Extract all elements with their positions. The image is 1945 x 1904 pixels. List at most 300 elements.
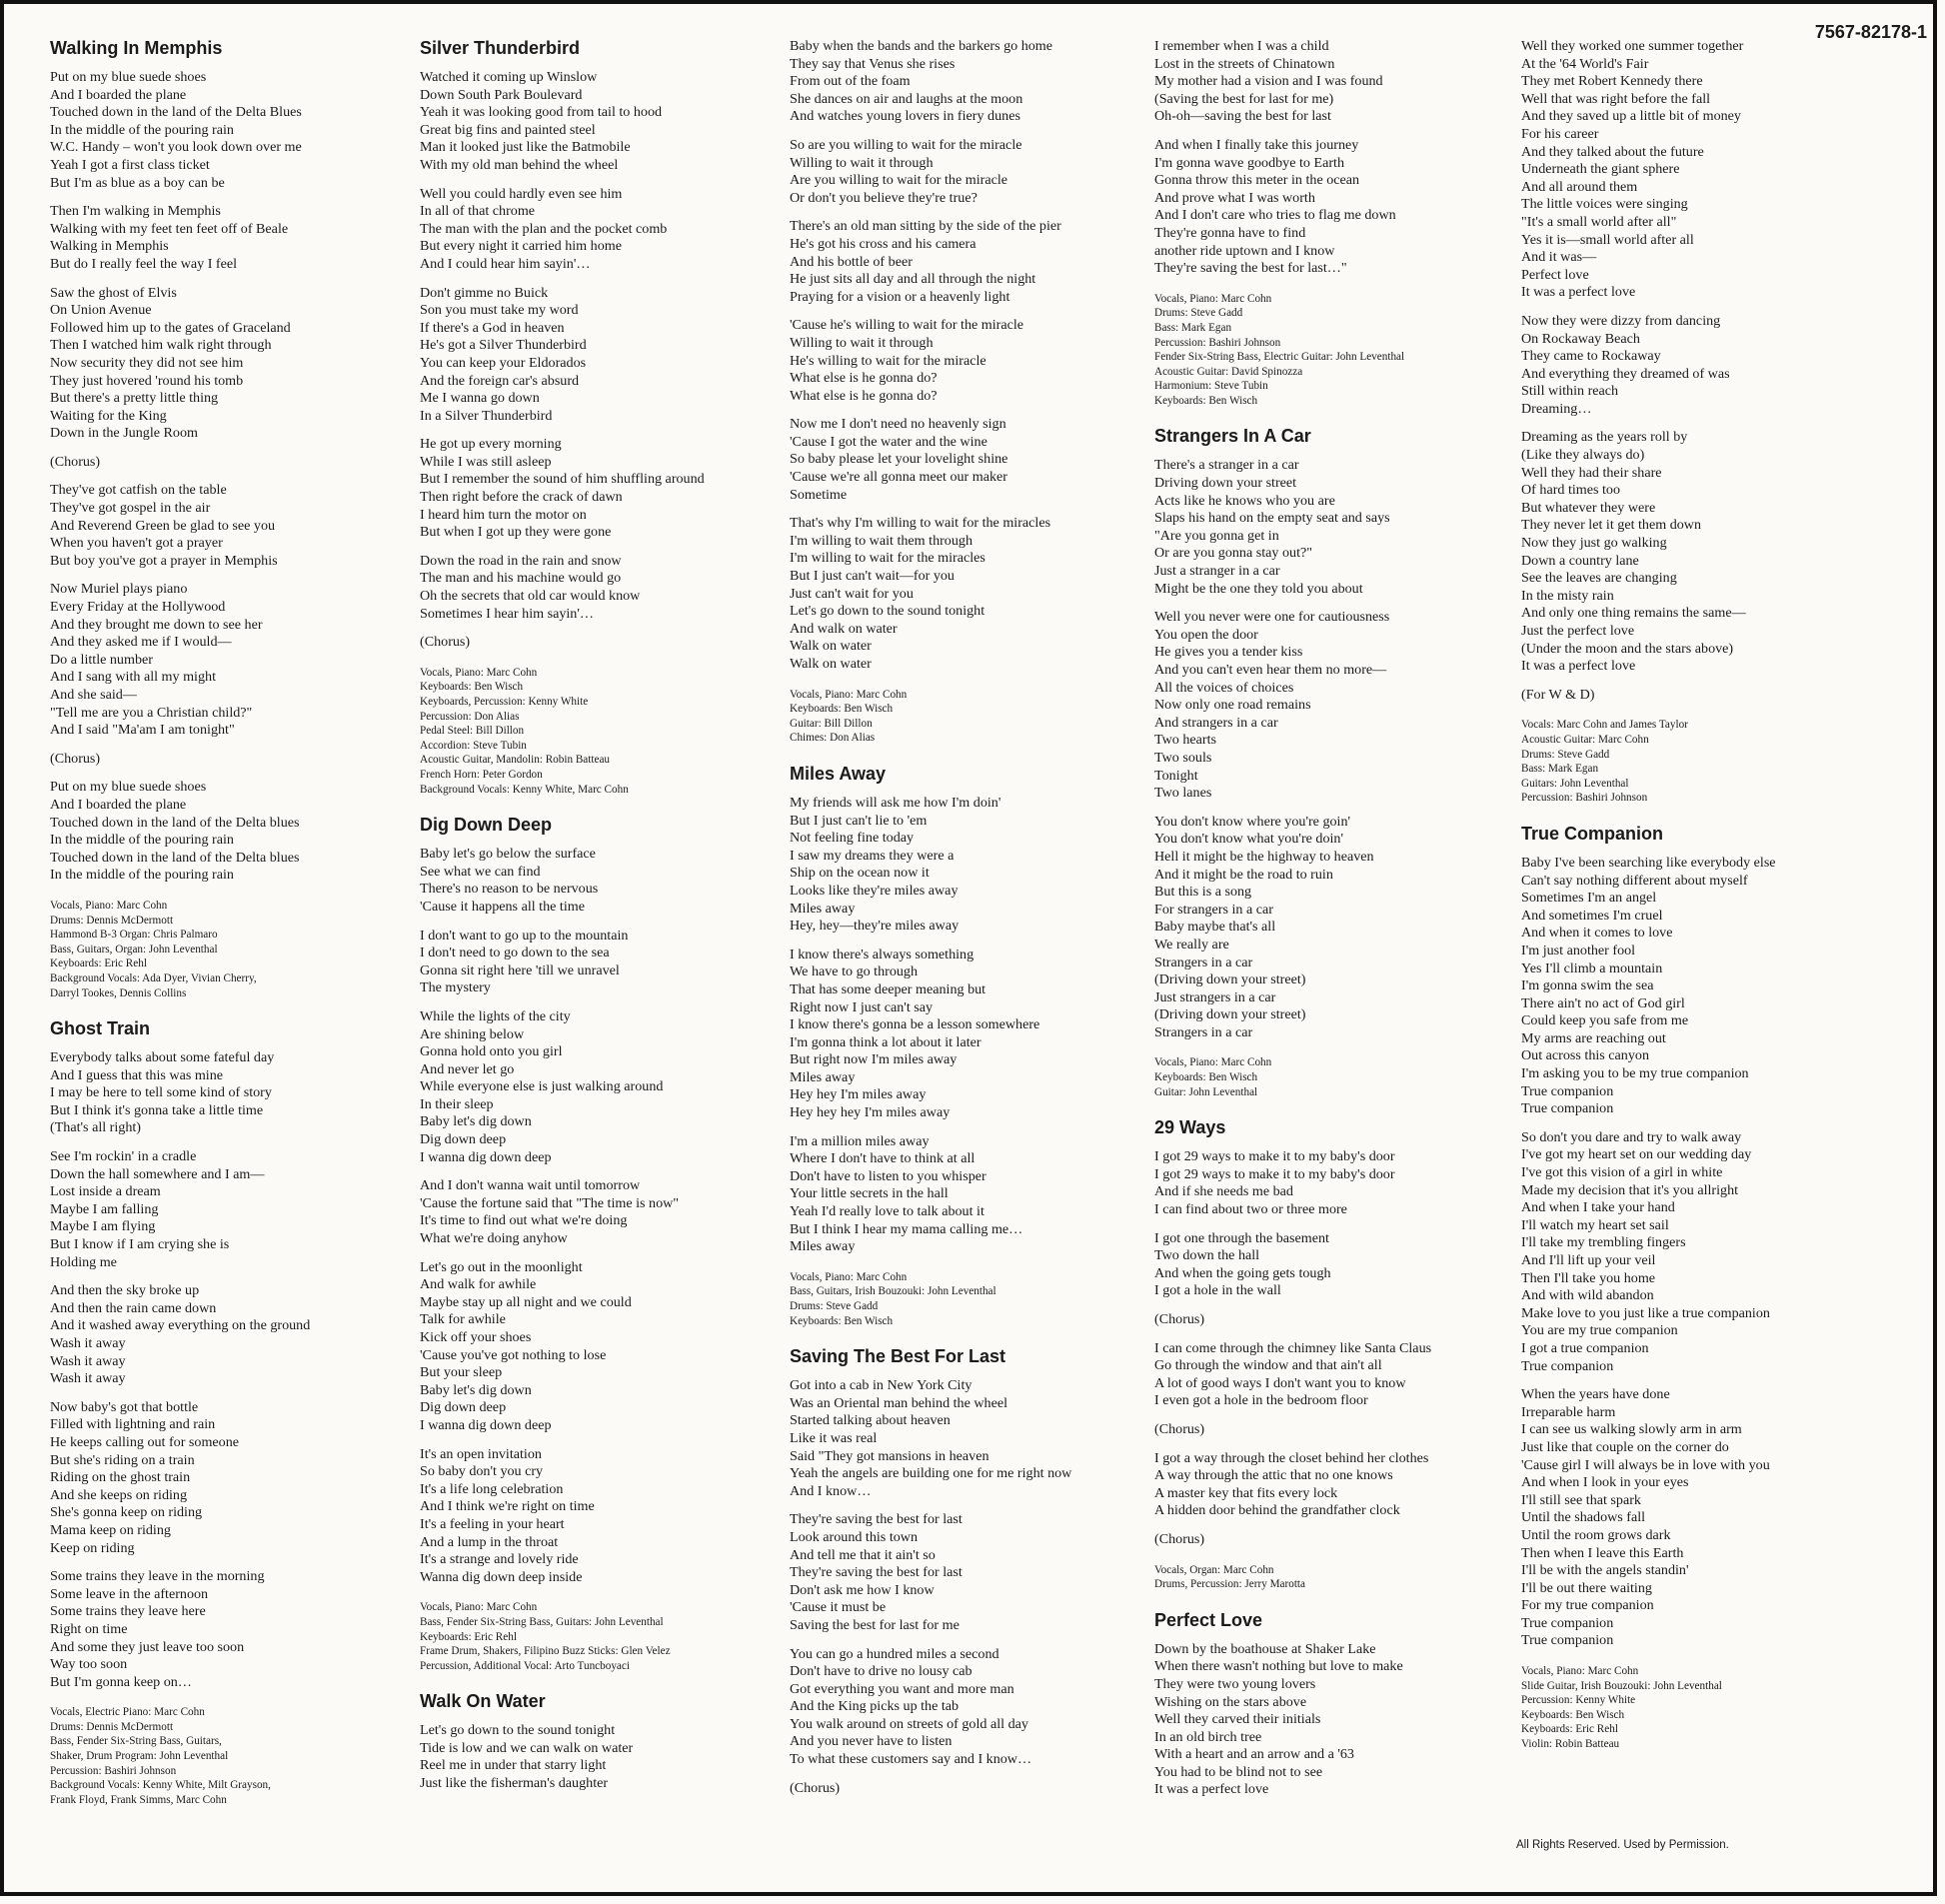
- lyric-stanza: [50, 751, 370, 769]
- lyric-line: And with wild abandon: [1521, 1287, 1654, 1304]
- lyric-line: And if she needs me bad: [1154, 1183, 1293, 1200]
- lyric-line: Touched down in the land of the Delta blues: [50, 814, 300, 831]
- credit-line: Frank Floyd, Frank Simms, Marc Cohn: [50, 1793, 227, 1806]
- lyric-line: (Chorus): [1154, 1530, 1205, 1547]
- lyric-line: Maybe I am falling: [50, 1200, 159, 1217]
- lyric-line: (Saving the best for last for me): [1154, 90, 1334, 107]
- lyric-line: (Chorus): [50, 750, 101, 767]
- lyric-line: And they saved up a little bit of money: [1521, 108, 1741, 125]
- lyric-line: Underneath the giant sphere: [1521, 161, 1680, 178]
- lyric-line: 'Cause the fortune said that "The time is now": [420, 1194, 680, 1211]
- lyric-line: In all of that chrome: [420, 203, 536, 220]
- lyric-line: They say that Venus she rises: [790, 55, 956, 72]
- lyric-line: I wanna dig down deep: [420, 1416, 552, 1433]
- lyric-stanza: [1154, 137, 1494, 278]
- lyric-line: Filled with lightning and rain: [50, 1416, 216, 1433]
- lyric-line: My friends will ask me how I'm doin': [790, 794, 1001, 811]
- lyric-line: From out of the foam: [790, 73, 911, 90]
- lyric-line: True companion: [1521, 1100, 1614, 1117]
- lyric-stanza: [420, 846, 760, 916]
- lyric-stanza: [1154, 1421, 1494, 1439]
- lyric-line: And they talked about the future: [1521, 143, 1704, 160]
- lyric-line: Now they were dizzy from dancing: [1521, 312, 1721, 329]
- lyric-line: Great big fins and painted steel: [420, 121, 596, 138]
- lyric-line: The little voices were singing: [1521, 196, 1688, 213]
- lyric-stanza: [790, 416, 1129, 504]
- song-credits: [420, 1600, 760, 1673]
- lyric-line: Holding me: [50, 1253, 117, 1270]
- lyric-line: Yes I'll climb a mountain: [1521, 959, 1663, 976]
- lyric-line: But when I got up they were gone: [420, 524, 612, 541]
- lyric-line: Was an Oriental man behind the wheel: [790, 1394, 1008, 1411]
- lyric-line: There's a stranger in a car: [1154, 457, 1299, 474]
- lyric-line: Don't have to drive no lousy cab: [790, 1663, 972, 1680]
- lyric-line: In the middle of the pouring rain: [50, 121, 234, 138]
- lyric-stanza: [50, 203, 370, 273]
- song-title: Dig Down Deep: [420, 815, 553, 836]
- lyric-stanza: [50, 581, 370, 739]
- lyric-line: Man it looked just like the Batmobile: [420, 139, 631, 156]
- lyric-line: There ain't no act of God girl: [1521, 994, 1685, 1011]
- lyric-line: But I just can't wait—for you: [790, 568, 955, 585]
- credit-line: Vocals, Piano: Marc Cohn: [420, 1601, 538, 1614]
- lyric-line: Down the hall somewhere and I am—: [50, 1165, 265, 1182]
- lyric-line: In an old birch tree: [1154, 1728, 1262, 1745]
- lyric-line: Down by the boathouse at Shaker Lake: [1154, 1640, 1376, 1657]
- lyric-line: And I said "Ma'am I am tonight": [50, 722, 235, 739]
- lyric-line: I got 29 ways to make it to my baby's door: [1154, 1165, 1395, 1182]
- lyric-line: Then I'll take you home: [1521, 1269, 1656, 1286]
- lyric-line: But I'm as blue as a boy can be: [50, 174, 225, 191]
- credit-line: Acoustic Guitar: Marc Cohn: [1521, 733, 1649, 746]
- lyric-line: So don't you dare and try to walk away: [1521, 1128, 1742, 1145]
- song-block: [50, 38, 370, 1000]
- lyric-line: I'm just another fool: [1521, 942, 1636, 958]
- credit-line: Frame Drum, Shakers, Filipino Buzz Sticks: Glen Velez: [420, 1645, 671, 1658]
- lyric-line: Until the shadows fall: [1521, 1509, 1646, 1526]
- lyric-line: Acts like he knows who you are: [1154, 492, 1335, 509]
- lyric-line: Miles away: [790, 900, 856, 917]
- lyric-line: What else is he gonna do?: [790, 387, 938, 404]
- lyric-line: Dig down deep: [420, 1399, 507, 1416]
- lyric-line: Where I don't have to think at all: [790, 1150, 975, 1167]
- lyric-line: Wash it away: [50, 1335, 126, 1351]
- lyric-stanza: [1521, 687, 1921, 705]
- catalog-number: 7567-82178-1: [1814, 22, 1927, 42]
- lyric-line: "It's a small world after all": [1521, 213, 1677, 230]
- credit-line: Violin: Robin Batteau: [1521, 1738, 1620, 1751]
- lyric-stanza: [50, 1568, 370, 1691]
- lyric-stanza: [50, 454, 370, 472]
- lyric-line: Riding on the ghost train: [50, 1469, 191, 1486]
- lyric-line: And never let go: [420, 1060, 515, 1077]
- lyric-line: Let's go out in the moonlight: [420, 1258, 583, 1275]
- lyric-line: (Chorus): [1154, 1420, 1205, 1437]
- lyrics-column-4: [1154, 38, 1494, 1817]
- lyric-line: Every Friday at the Hollywood: [50, 599, 226, 616]
- lyric-stanza: [1521, 313, 1921, 419]
- lyric-line: Perfect love: [1521, 266, 1589, 283]
- lyric-line: Touched down in the land of the Delta blues: [50, 849, 300, 866]
- lyric-stanza: [790, 1646, 1129, 1769]
- lyric-stanza: [50, 1282, 370, 1388]
- credit-line: Vocals, Electric Piano: Marc Cohn: [50, 1706, 205, 1719]
- lyric-line: Hey, hey—they're miles away: [790, 918, 960, 935]
- lyric-line: And then the rain came down: [50, 1299, 217, 1316]
- lyric-line: But boy you've got a prayer in Memphis: [50, 552, 278, 569]
- lyric-line: Reel me in under that starry light: [420, 1757, 607, 1774]
- lyric-line: It's an open invitation: [420, 1445, 542, 1462]
- credit-line: Pedal Steel: Bill Dillon: [420, 725, 525, 738]
- lyric-line: While I was still asleep: [420, 453, 552, 470]
- lyric-line: And when the going gets tough: [1154, 1264, 1331, 1281]
- lyric-line: Don't gimme no Buick: [420, 284, 549, 301]
- lyric-line: Sometimes I'm an angel: [1521, 890, 1657, 907]
- lyric-line: And everything they dreamed of was: [1521, 365, 1730, 382]
- lyric-line: Wash it away: [50, 1370, 126, 1387]
- lyric-line: Baby let's go below the surface: [420, 846, 596, 863]
- lyric-line: In their sleep: [420, 1095, 494, 1112]
- lyric-line: Baby when the bands and the barkers go home: [790, 38, 1053, 54]
- lyric-line: Baby let's dig down: [420, 1381, 532, 1398]
- lyric-line: "Tell me are you a Christian child?": [50, 704, 253, 721]
- lyric-line: Son you must take my word: [420, 302, 579, 319]
- lyric-line: Or are you gonna stay out?": [1154, 545, 1312, 562]
- lyric-line: They're saving the best for last: [790, 1564, 963, 1581]
- lyric-line: When the years have done: [1521, 1386, 1670, 1403]
- lyric-line: And tell me that it ain't so: [790, 1546, 936, 1563]
- lyric-line: Ship on the ocean now it: [790, 865, 930, 882]
- lyric-stanza: [1154, 1311, 1494, 1329]
- credit-line: Keyboards: Ben Wisch: [1521, 1708, 1625, 1721]
- lyric-line: And it might be the road to ruin: [1154, 866, 1333, 883]
- lyric-line: Down a country lane: [1521, 552, 1639, 569]
- lyric-line: Saw the ghost of Elvis: [50, 284, 177, 301]
- lyric-line: I got a way through the closet behind her clothes: [1154, 1449, 1429, 1466]
- lyric-line: Baby I've been searching like everybody else: [1521, 854, 1776, 871]
- lyric-stanza: [1521, 1129, 1921, 1375]
- song-credits: [1154, 1563, 1494, 1592]
- lyric-line: And a lump in the throat: [420, 1533, 559, 1550]
- credit-line: Keyboards: Eric Rehl: [420, 1630, 517, 1643]
- credit-line: Vocals, Piano: Marc Cohn: [1154, 292, 1272, 305]
- lyric-line: And they asked me if I would—: [50, 634, 232, 651]
- lyric-line: Gonna throw this meter in the ocean: [1154, 172, 1360, 189]
- lyric-line: He got up every morning: [420, 436, 562, 453]
- lyric-line: What else is he gonna do?: [790, 370, 938, 387]
- lyric-line: Some trains they leave here: [50, 1603, 206, 1620]
- lyric-stanza: [420, 634, 760, 652]
- credit-line: Vocals, Organ: Marc Cohn: [1154, 1563, 1274, 1576]
- lyric-line: Strangers in a car: [1154, 1023, 1253, 1040]
- lyric-line: My arms are reaching out: [1521, 1029, 1666, 1046]
- lyric-line: Yes it is—small world after all: [1521, 231, 1694, 248]
- lyric-stanza: [420, 186, 760, 274]
- lyric-stanza: [790, 218, 1129, 306]
- credit-line: Acoustic Guitar: David Spinozza: [1154, 365, 1303, 378]
- song-credits: [1521, 718, 1921, 806]
- lyric-line: Just can't wait for you: [790, 585, 914, 602]
- lyric-line: Or don't you believe they're true?: [790, 189, 977, 206]
- lyric-line: They just hovered 'round his tomb: [50, 372, 244, 389]
- lyric-line: And when I finally take this journey: [1154, 136, 1359, 153]
- lyric-stanza: [50, 779, 370, 885]
- lyric-line: Just strangers in a car: [1154, 988, 1276, 1005]
- lyric-line: Oh the secrets that old car would know: [420, 588, 641, 605]
- lyric-line: Now baby's got that bottle: [50, 1398, 199, 1415]
- lyric-line: In the middle of the pouring rain: [50, 832, 234, 849]
- lyric-line: It's a feeling in your heart: [420, 1515, 565, 1532]
- lyric-line: Two souls: [1154, 749, 1212, 766]
- lyric-line: Look around this town: [790, 1528, 919, 1545]
- lyric-line: She's gonna keep on riding: [50, 1504, 203, 1521]
- credit-line: Vocals, Piano: Marc Cohn: [790, 1270, 908, 1283]
- lyric-line: You don't know what you're doin': [1154, 831, 1344, 848]
- lyric-line: Said "They got mansions in heaven: [790, 1447, 989, 1464]
- lyric-line: I saw my dreams they were a: [790, 847, 955, 864]
- song-title: Walking In Memphis: [50, 38, 223, 58]
- lyric-line: The mystery: [420, 979, 491, 996]
- lyric-line: In a Silver Thunderbird: [420, 407, 553, 424]
- song-title: Strangers In A Car: [1154, 426, 1311, 447]
- lyric-line: In the middle of the pouring rain: [50, 867, 234, 884]
- lyric-line: I've got this vision of a girl in white: [1521, 1164, 1723, 1181]
- lyric-line: But do I really feel the way I feel: [50, 255, 238, 272]
- lyric-stanza: [420, 1259, 760, 1435]
- song-credits: [50, 899, 370, 1000]
- lyric-line: Wishing on the stars above: [1154, 1693, 1307, 1710]
- lyric-line: When you haven't got a prayer: [50, 535, 223, 552]
- lyric-line: Yeah the angels are building one for me right now: [790, 1465, 1072, 1482]
- lyric-line: Don't ask me how I know: [790, 1581, 935, 1598]
- lyric-line: Walking with my feet ten feet off of Beale: [50, 220, 289, 237]
- credit-line: Vocals, Piano: Marc Cohn: [50, 899, 168, 912]
- lyric-line: And you never have to listen: [790, 1733, 953, 1750]
- lyric-line: Down South Park Boulevard: [420, 86, 583, 103]
- lyric-line: another ride uptown and I know: [1154, 242, 1335, 259]
- lyric-line: I can see us walking slowly arm in arm: [1521, 1421, 1742, 1438]
- lyric-line: Maybe I am flying: [50, 1218, 156, 1235]
- lyric-line: You walk around on streets of gold all day: [790, 1715, 1028, 1732]
- lyric-line: A hidden door behind the grandfather clock: [1154, 1502, 1400, 1519]
- lyric-line: But right now I'm miles away: [790, 1051, 958, 1068]
- lyric-line: (Driving down your street): [1154, 971, 1306, 988]
- lyric-stanza: [50, 1049, 370, 1137]
- lyric-line: Talk for awhile: [420, 1311, 506, 1328]
- credit-line: Keyboards: Eric Rehl: [50, 957, 147, 970]
- lyric-stanza: [790, 795, 1129, 936]
- lyric-stanza: [1154, 814, 1494, 1042]
- lyric-line: They've got catfish on the table: [50, 482, 227, 499]
- lyric-stanza: [790, 317, 1129, 405]
- credit-line: Shaker, Drum Program: John Leventhal: [50, 1750, 229, 1763]
- lyric-line: They were two young lovers: [1154, 1675, 1316, 1692]
- lyric-stanza: [1521, 429, 1921, 675]
- lyric-line: The man and his machine would go: [420, 570, 622, 587]
- lyric-line: And she said—: [50, 687, 137, 703]
- lyric-line: And strangers in a car: [1154, 714, 1278, 731]
- lyric-line: Driving down your street: [1154, 475, 1297, 492]
- lyric-line: (Under the moon and the stars above): [1521, 640, 1734, 657]
- lyric-line: With a heart and an arrow and a '63: [1154, 1746, 1354, 1763]
- lyric-line: True companion: [1521, 1632, 1614, 1649]
- song-title: 29 Ways: [1154, 1117, 1226, 1138]
- lyric-line: Everybody talks about some fateful day: [50, 1049, 275, 1066]
- lyric-line: I'll still see that spark: [1521, 1491, 1641, 1508]
- lyric-stanza: [50, 285, 370, 443]
- lyric-line: My mother had a vision and I was found: [1154, 73, 1383, 90]
- lyric-line: I got a hole in the wall: [1154, 1282, 1281, 1299]
- lyric-line: Just the perfect love: [1521, 623, 1635, 639]
- lyric-stanza: [50, 1399, 370, 1557]
- lyric-line: All the voices of choices: [1154, 679, 1294, 696]
- lyric-line: Put on my blue suede shoes: [50, 779, 207, 796]
- lyric-line: 'Cause it must be: [790, 1599, 887, 1616]
- lyric-line: Well that was right before the fall: [1521, 90, 1711, 107]
- credit-line: Keyboards: Ben Wisch: [790, 703, 894, 716]
- credit-line: Chimes: Don Alias: [790, 732, 876, 745]
- lyric-line: Right now I just can't say: [790, 998, 934, 1015]
- lyric-line: Let's go down to the sound tonight: [420, 1722, 616, 1739]
- song-block: [420, 38, 760, 797]
- lyric-line: Now Muriel plays piano: [50, 581, 188, 598]
- lyric-line: Make love to you just like a true companion: [1521, 1304, 1770, 1321]
- song-block: [420, 815, 760, 1673]
- lyric-line: So are you willing to wait for the miracle: [790, 136, 1022, 153]
- lyric-line: A way through the attic that no one knows: [1154, 1467, 1393, 1484]
- lyric-line: Wanna dig down deep inside: [420, 1568, 583, 1585]
- lyric-line: I don't need to go down to the sea: [420, 945, 610, 961]
- song-credits: [50, 1705, 370, 1807]
- credit-line: Drums: Dennis McDermott: [50, 914, 174, 927]
- song-block: [420, 1691, 760, 1792]
- credit-line: Keyboards: Eric Rehl: [1521, 1723, 1618, 1736]
- lyric-line: Don't have to listen to you whisper: [790, 1167, 986, 1184]
- song-block: [50, 1018, 370, 1807]
- lyric-line: (For W & D): [1521, 686, 1595, 703]
- credit-line: Drums: Steve Gadd: [790, 1300, 879, 1312]
- credit-line: Bass, Fender Six-String Bass, Guitars: John Leventhal: [420, 1615, 664, 1628]
- lyric-line: I'll be out there waiting: [1521, 1579, 1652, 1596]
- lyric-line: Then I'm walking in Memphis: [50, 203, 221, 220]
- lyric-line: For my true companion: [1521, 1597, 1654, 1614]
- lyric-line: I'll watch my heart set sail: [1521, 1216, 1669, 1233]
- lyric-line: And sometimes I'm cruel: [1521, 907, 1663, 924]
- credit-line: Guitar: John Leventhal: [1154, 1085, 1258, 1098]
- credit-line: Percussion: Kenny White: [1521, 1694, 1636, 1707]
- credit-line: Accordion: Steve Tubin: [420, 739, 527, 752]
- lyric-line: At the '64 World's Fair: [1521, 55, 1649, 72]
- lyric-line: On Union Avenue: [50, 302, 152, 319]
- lyric-line: So baby please let your lovelight shine: [790, 451, 1008, 468]
- lyric-line: Saving the best for last for me: [790, 1616, 960, 1633]
- lyric-stanza: [1154, 1148, 1494, 1218]
- lyric-line: I don't want to go up to the mountain: [420, 927, 629, 944]
- lyric-line: They're gonna have to find: [1154, 224, 1306, 241]
- lyric-line: I'm a million miles away: [790, 1132, 930, 1149]
- song-title: Silver Thunderbird: [420, 38, 581, 58]
- lyric-line: Two lanes: [1154, 785, 1212, 802]
- lyric-line: Willing to wait it through: [790, 334, 934, 351]
- lyric-line: Sometimes I hear him sayin'…: [420, 605, 594, 622]
- credit-line: Guitar: Bill Dillon: [790, 717, 873, 730]
- lyric-line: And it was—: [1521, 249, 1597, 266]
- lyric-stanza: [420, 1008, 760, 1166]
- lyric-line: And I'll lift up your veil: [1521, 1252, 1656, 1268]
- credit-line: Percussion, Additional Vocal: Arto Tuncboyaci: [420, 1659, 630, 1672]
- credit-line: Guitars: John Leventhal: [1521, 777, 1629, 790]
- lyric-line: Now security they did not see him: [50, 354, 244, 371]
- lyric-line: You had to be blind not to see: [1154, 1763, 1323, 1780]
- credit-line: Bass, Guitars, Irish Bouzouki: John Leventhal: [790, 1285, 996, 1298]
- lyric-line: And walk on water: [790, 620, 898, 637]
- lyrics-column-5: [1521, 38, 1921, 1770]
- credit-line: Slide Guitar, Irish Bouzouki: John Leventhal: [1521, 1679, 1722, 1692]
- lyric-line: Willing to wait it through: [790, 154, 934, 171]
- song-block: [1154, 426, 1494, 1099]
- lyric-line: Irreparable harm: [1521, 1403, 1616, 1420]
- lyric-line: And I guess that this was mine: [50, 1066, 224, 1083]
- lyric-line: I'm gonna think a lot about it later: [790, 1033, 981, 1050]
- credit-line: Drums: Dennis McDermott: [50, 1720, 174, 1733]
- lyric-line: In the misty rain: [1521, 587, 1614, 604]
- lyric-line: We have to go through: [790, 963, 919, 980]
- lyric-stanza: [790, 1511, 1129, 1634]
- song-credits: [790, 688, 1129, 746]
- lyric-line: They came to Rockaway: [1521, 348, 1661, 365]
- lyric-line: And I think we're right on time: [420, 1498, 595, 1515]
- lyric-line: Go through the window and that ain't all: [1154, 1357, 1382, 1374]
- credit-line: Percussion: Bashiri Johnson: [1521, 792, 1648, 805]
- lyric-line: Hell it might be the highway to heaven: [1154, 848, 1374, 865]
- lyric-stanza: [1521, 855, 1921, 1118]
- lyric-line: And prove what I was worth: [1154, 189, 1315, 206]
- lyric-line: And some they just leave too soon: [50, 1638, 245, 1655]
- lyric-line: Put on my blue suede shoes: [50, 69, 207, 85]
- lyric-line: Keep on riding: [50, 1539, 135, 1556]
- lyric-line: But I remember the sound of him shuffling around: [420, 471, 705, 488]
- lyric-line: I'm willing to wait them through: [790, 532, 972, 549]
- lyric-line: Started talking about heaven: [790, 1412, 951, 1429]
- lyric-line: Are you willing to wait for the miracle: [790, 172, 1007, 189]
- lyric-line: Way too soon: [50, 1656, 128, 1673]
- song-block: [790, 38, 1129, 746]
- lyric-line: A lot of good ways I don't want you to know: [1154, 1374, 1406, 1391]
- credit-line: French Horn: Peter Gordon: [420, 768, 543, 781]
- lyric-line: I remember when I was a child: [1154, 38, 1329, 54]
- lyric-line: I'm gonna swim the sea: [1521, 977, 1654, 994]
- lyric-line: I got 29 ways to make it to my baby's door: [1154, 1148, 1395, 1165]
- lyric-line: Now me I don't need no heavenly sign: [790, 416, 1006, 433]
- lyric-line: Watched it coming up Winslow: [420, 69, 598, 85]
- lyric-line: Oh-oh—saving the best for last: [1154, 108, 1331, 125]
- lyric-line: And I boarded the plane: [50, 796, 187, 813]
- lyric-line: Strangers in a car: [1154, 953, 1253, 970]
- rights-notice: All Rights Reserved. Used by Permission.: [1516, 1839, 1729, 1851]
- lyric-line: 'Cause girl I will always be in love with you: [1521, 1456, 1770, 1473]
- lyric-line: And they brought me down to see her: [50, 616, 263, 633]
- lyric-line: For strangers in a car: [1154, 901, 1273, 918]
- lyric-line: That's why I'm willing to wait for the miracles: [790, 515, 1051, 532]
- lyric-line: 'Cause he's willing to wait for the miracle: [790, 317, 1024, 334]
- lyric-line: Lost in the streets of Chinatown: [1154, 55, 1335, 72]
- lyric-line: I'm gonna wave goodbye to Earth: [1154, 154, 1345, 171]
- lyric-line: Right on time: [50, 1620, 128, 1637]
- lyric-line: You don't know where you're goin': [1154, 813, 1351, 830]
- lyric-line: I'm willing to wait for the miracles: [790, 550, 985, 567]
- credit-line: Vocals, Piano: Marc Cohn: [1154, 1056, 1272, 1069]
- lyric-line: And I don't wanna wait until tomorrow: [420, 1177, 641, 1194]
